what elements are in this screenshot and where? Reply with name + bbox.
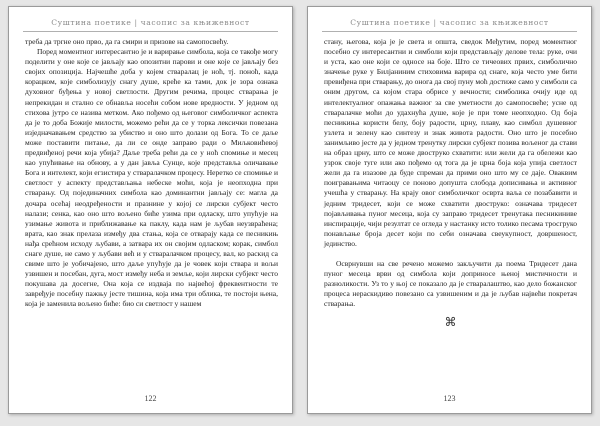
header-rule: [23, 31, 278, 32]
ornament-icon: ⌘: [444, 315, 457, 330]
paragraph: Осврнувши на све речено можемо закључити да поема Тридесет дана пуног месеца врви од симбола који доприносе њеној мистичности и разноликости. Уз то у њој се показало да је стваралаштво, као дело божанског процеса нераскидиво повезано са узвишеним и да је љубав највећи покретач стварања.: [324, 258, 577, 309]
header-rule: [322, 31, 577, 32]
right-page: [307, 6, 592, 414]
running-head: Суштина поетике | часопис за књижевност: [51, 18, 250, 27]
paragraph: треба да тргне оно прво, да га смири и призове на самопосвећу.: [25, 37, 229, 46]
left-page: [8, 6, 293, 414]
body-text: [25, 37, 278, 310]
paragraph: стану, његова, која је је света и општа, сведок Међутим, поред моментног посебно су интересантни и симболи који представљају делове тела: руке, очи и уста, као оне који се односе на боје. Што се тичеових првих, симболично значење руке у Билјаниним стиховима варира од снаге, која често уме бити превиђена при стварању, до онога да свој пуну моћ достиже само у симболи са оним другом, са којом стара обрисе у вечности; симболика очију иде од интелектуалног опажања важног за све уметности до самопосвеће; усне од стваралачке моћи до удахнућа душе, које је при томе неопходно. Од боја песникиња користи белу, боју радости, црну, плаву, као симбол душевног узлета и зелену као синтезу и знак живота радости. Оно што је посебно занимљиво јесте да у једном тренутку лирски субјект позива вољеног да стави на образ црну, што се може двоструко схватити: или жели да га обележи као узрок своје туге или ако пођемо од тога да је црна боја која упија светлост жели да га изазове да буде спреман да прими оно што му се даје. Оваквим поигравањима читаоцу се поново допушта слобода дописивања и активног учешћа у стварању. На крају овог симболичког осврта ваља се позабавити и једним тридесет, који се може схватити двоструко: означава тридесет појављивања пуног месеца, која су заправо тридесет трeнутака песникиниве инспирације, чији резултат се огледа у настанку исто толико песама тросгруко понављање броја десет који по себи означава свеукупност, довршеност, јединство.: [324, 37, 577, 248]
page-number: 122: [144, 394, 157, 403]
paragraph: Поред моментног интересантно је и варирање симбола, која се такође могу поделити у оне које се јављају као опозитни парови и оне које се јављају без својих опозиција. Најчешће доба у којем стваралац је ноћ, тј. поноћ, када корацком, које симболизују снагу душе, креће ка тами, док је зора ознака духовног буђења у новој светлости. Другим речима, процес стварања је непрекидан и стално се обнавља носећи собом нове вредности. У једном од стихова јутро се назива метком. Ако пођемо од његовог симболичког аспекта да је то доба Божије милости, можемо рећи да се у торка лексички повезана изједначавањем средство за убиство и оно што долази од Бога. То се даље може поставити питање, да ли се онде заправо ради о Миљковићевој предвиђеној речи која убија? Даље треба рећи да се у ноћ спомиње и месец као упућивање на обнову, а у дан јавља Сунце, које представља оличавање Бога и интелект, који егзистира у стваралачком процесу. Нерeтко се спомиње и светлост у аспекту представљања небеске моћи, која је неопходна при стварању. Од појединачних симбола као доминантни јављају се: магла да дочара осећај неодређености и празнине у којој се лирски субјект често налази; сенка, као оно што вољено биће узима при одласку, што упућује на узимање живота и приближавање ка паклу, када нам је љубав неузвраћена; врата, као знак прелаза између два стања, која се отварају када се песникињ нађа срећном исходу љубави, а затвара их он својим одласком; корак, симбол снаге душе, не само у љубави већ и у стваралачком процесу, вал, ко раскид са свиме што је уобичајено, што даље упућује да је човек који ствара и вољи узвишен и посебан, дуга, мост између неба и земље, који лирски субјект често покушава да досегне, Она која се издваја по највећој фреквентности те завређује посебну пажњу јесте тишина, која има три облика, те постоји њена, која је заменила вољено биће: био си светлост у нашем: [25, 47, 278, 309]
body-text: [324, 37, 577, 328]
running-head: Суштина поетике | часопис за књижевност: [350, 18, 549, 27]
page-number: 123: [443, 394, 456, 403]
